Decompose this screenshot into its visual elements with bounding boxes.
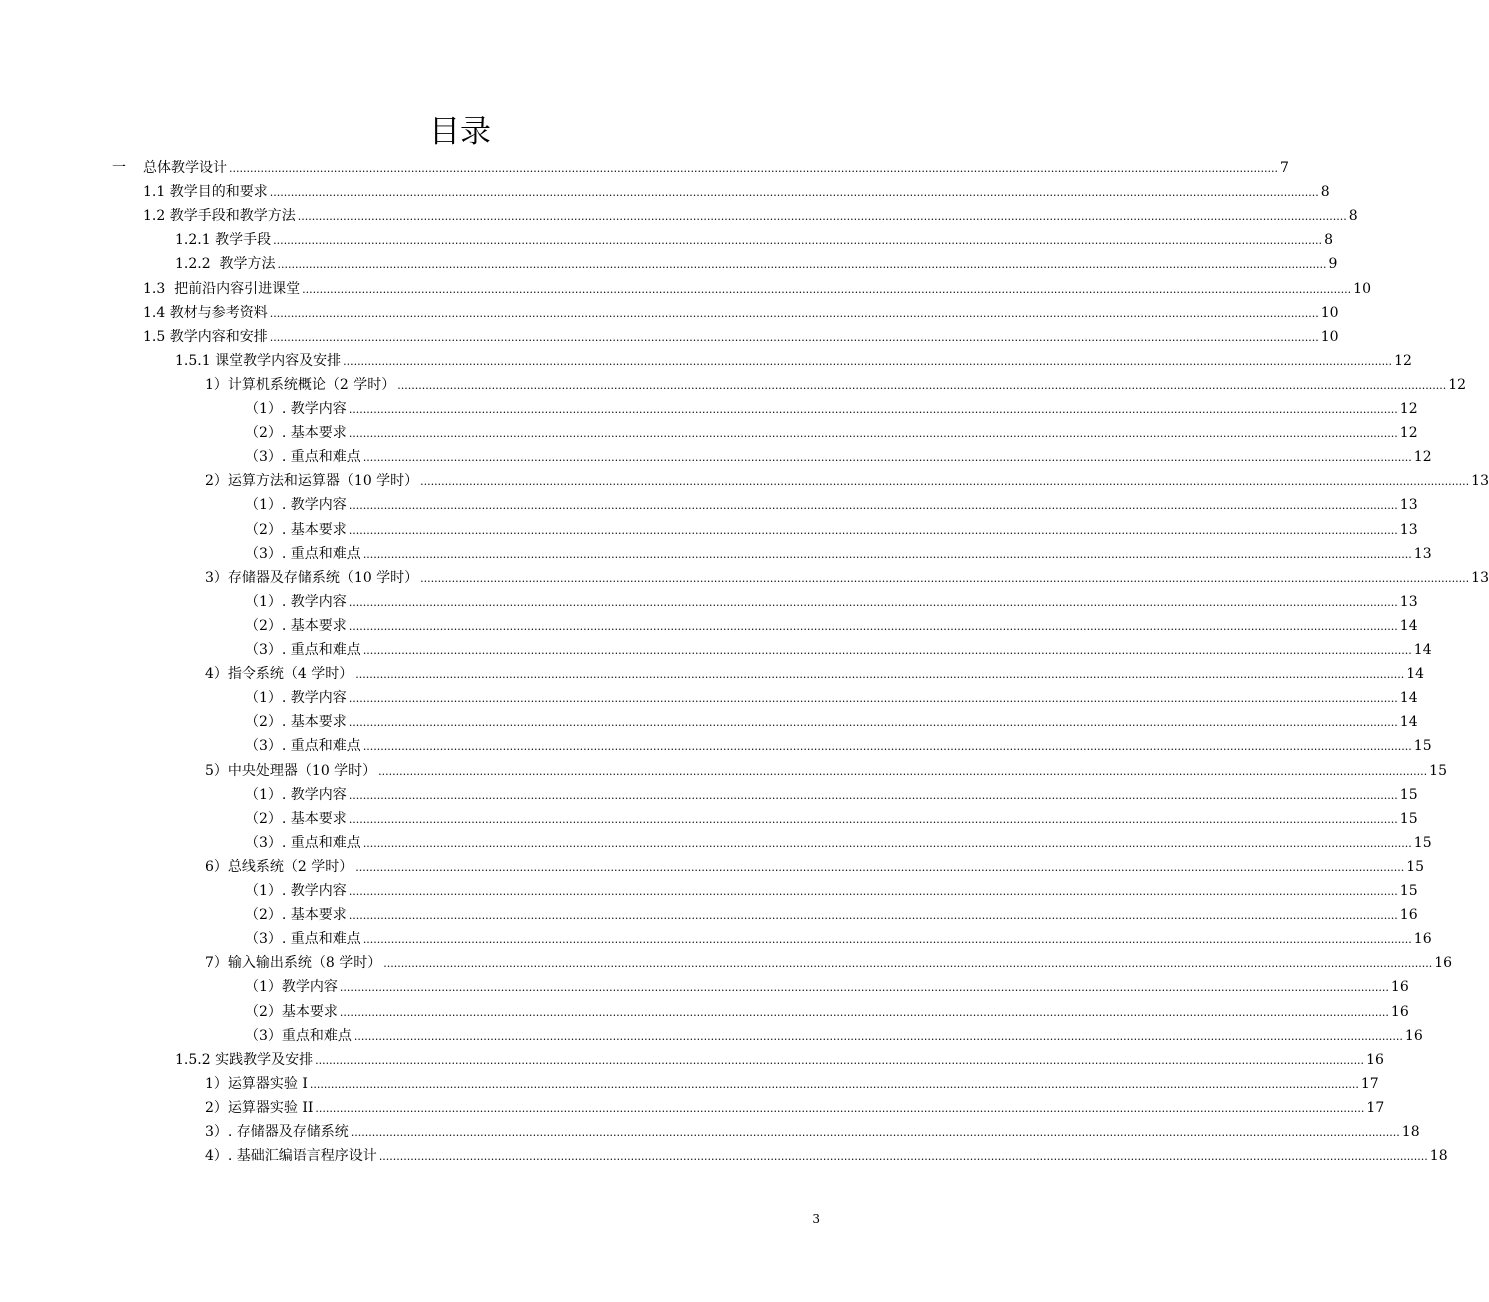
toc-entry[interactable]: [245, 397, 1418, 421]
toc-entry-page: 15: [1413, 834, 1432, 851]
toc-entry[interactable]: [245, 783, 1418, 807]
toc-entry-label: 1.3 把前沿内容引进课堂: [143, 280, 301, 297]
toc-entry[interactable]: [143, 204, 1358, 228]
toc-dot-leader: ............................................................................................................................................................................................................................................................................................................: [277, 258, 1327, 272]
toc-entry-label: 1.5 教学内容和安排: [143, 328, 268, 345]
toc-entry-page: 8: [1348, 208, 1358, 225]
toc-dot-leader: ............................................................................................................................................................................................................................................................................................................: [355, 668, 1405, 682]
toc-entry-label: （1）. 教学内容: [245, 497, 347, 514]
toc-entry[interactable]: [175, 1048, 1384, 1072]
toc-entry-page: 13: [1399, 521, 1418, 538]
toc-entry-page: 7: [1279, 160, 1289, 176]
toc-entry-page: 18: [1401, 1124, 1420, 1140]
toc-dot-leader: ............................................................................................................................................................................................................................................................................................................: [362, 547, 1412, 561]
toc-entry-label: （3）. 重点和难点: [245, 545, 361, 562]
toc-entry-page: 16: [1399, 907, 1418, 924]
toc-dot-leader: ............................................................................................................................................................................................................................................................................................................: [339, 1005, 1389, 1019]
toc-entry-page: 17: [1366, 1099, 1385, 1116]
toc-entry[interactable]: [205, 951, 1453, 975]
toc-entry-page: 15: [1399, 810, 1418, 827]
toc-entry-page: 17: [1360, 1075, 1379, 1092]
toc-dot-leader: ............................................................................................................................................................................................................................................................................................................: [269, 306, 1319, 320]
toc-entry-label: 7）输入输出系统（8 学时）: [205, 955, 382, 972]
toc-entry-label: 1.5.2 实践教学及安排: [175, 1051, 314, 1068]
toc-entry-label: 2）运算器实验 II: [205, 1099, 314, 1116]
toc-entry[interactable]: [143, 180, 1330, 204]
toc-entry-page: 14: [1399, 714, 1418, 731]
toc-entry-page: 18: [1429, 1148, 1448, 1165]
toc-dot-leader: ............................................................................................................................................................................................................................................................................................................: [315, 1053, 1365, 1067]
toc-entry-page: 10: [1320, 304, 1339, 321]
toc-entry-page: 15: [1413, 738, 1432, 755]
toc-entry-label: 4）指令系统（4 学时）: [205, 666, 354, 683]
toc-dot-leader: ............................................................................................................................................................................................................................................................................................................: [302, 282, 1352, 296]
toc-dot-leader: ............................................................................................................................................................................................................................................................................................................: [348, 692, 1398, 706]
toc-entry[interactable]: [245, 445, 1432, 469]
toc-entry-label: （3）. 重点和难点: [245, 834, 361, 851]
toc-entry-label: （2）. 基本要求: [245, 425, 347, 442]
toc-entry-page: 13: [1471, 473, 1489, 490]
toc-entry-label: 1）计算机系统概论（2 学时）: [205, 376, 396, 393]
toc-dot-leader: ............................................................................................................................................................................................................................................................................................................: [348, 788, 1398, 802]
toc-entry[interactable]: [175, 349, 1412, 373]
toc-dot-leader: ............................................................................................................................................................................................................................................................................................................: [348, 716, 1398, 730]
toc-entry-label: 1.5.1 课堂教学内容及安排: [175, 352, 342, 369]
toc-entry[interactable]: [143, 325, 1339, 349]
toc-entry-page: 14: [1399, 617, 1418, 634]
toc-entry[interactable]: [143, 277, 1371, 301]
toc-entry-page: 12: [1448, 376, 1467, 393]
toc-dot-leader: ............................................................................................................................................................................................................................................................................................................: [348, 499, 1398, 513]
toc-entry-page: 12: [1399, 401, 1418, 417]
toc-dot-leader: ............................................................................................................................................................................................................................................................................................................: [343, 354, 1393, 368]
toc-dot-leader: ............................................................................................................................................................................................................................................................................................................: [273, 234, 1323, 248]
toc-entry[interactable]: [245, 542, 1432, 566]
toc-title: 目录: [429, 114, 491, 150]
toc-dot-leader: ............................................................................................................................................................................................................................................................................................................: [353, 1029, 1403, 1043]
toc-entry[interactable]: [245, 518, 1418, 542]
toc-dot-leader: ............................................................................................................................................................................................................................................................................................................: [348, 427, 1398, 441]
toc-entry-page: 14: [1413, 642, 1432, 658]
toc-dot-leader: ............................................................................................................................................................................................................................................................................................................: [378, 764, 1428, 778]
toc-entry-page: 15: [1406, 858, 1425, 875]
toc-entry-page: 14: [1406, 666, 1425, 683]
toc-dot-leader: ............................................................................................................................................................................................................................................................................................................: [348, 523, 1398, 537]
toc-entry-label: （1）. 教学内容: [245, 401, 347, 417]
toc-dot-leader: ............................................................................................................................................................................................................................................................................................................: [339, 981, 1389, 995]
toc-entry-label: 4）. 基础汇编语言程序设计: [205, 1148, 377, 1165]
toc-dot-leader: ............................................................................................................................................................................................................................................................................................................: [350, 1126, 1400, 1139]
toc-dot-leader: ............................................................................................................................................................................................................................................................................................................: [383, 957, 1433, 971]
toc-entry[interactable]: [245, 927, 1432, 951]
toc-entry-label: 3）. 存储器及存储系统: [205, 1124, 349, 1140]
toc-entry-label: （3）. 重点和难点: [245, 931, 361, 948]
toc-dot-leader: ............................................................................................................................................................................................................................................................................................................: [348, 403, 1398, 416]
toc-entry-label: 1.2 教学手段和教学方法: [143, 208, 296, 225]
toc-dot-leader: ............................................................................................................................................................................................................................................................................................................: [229, 162, 1278, 175]
toc-dot-leader: ............................................................................................................................................................................................................................................................................................................: [397, 378, 1447, 392]
toc-entry[interactable]: [245, 734, 1432, 758]
toc-prefix: 一: [112, 160, 126, 176]
toc-entry[interactable]: [205, 1072, 1379, 1096]
toc-dot-leader: ............................................................................................................................................................................................................................................................................................................: [378, 1150, 1428, 1164]
toc-entry-label: （2）. 基本要求: [245, 617, 347, 634]
toc-dot-leader: ............................................................................................................................................................................................................................................................................................................: [269, 330, 1319, 344]
toc-entry[interactable]: [245, 638, 1432, 662]
toc-entry-label: （2）基本要求: [245, 1003, 338, 1020]
toc-dot-leader: ............................................................................................................................................................................................................................................................................................................: [362, 451, 1412, 465]
toc-entry[interactable]: [245, 879, 1418, 903]
toc-entry-label: 1.2.1 教学手段: [175, 232, 272, 249]
toc-entry-label: （1）. 教学内容: [245, 883, 347, 899]
toc-dot-leader: ............................................................................................................................................................................................................................................................................................................: [348, 909, 1398, 923]
toc-entry-page: 16: [1366, 1051, 1384, 1068]
toc-dot-leader: ............................................................................................................................................................................................................................................................................................................: [362, 644, 1412, 657]
toc-entry-label: （2）. 基本要求: [245, 810, 347, 827]
toc-entry[interactable]: [245, 590, 1418, 614]
toc-entry-label: （1）. 教学内容: [245, 786, 347, 803]
toc-entry[interactable]: [245, 807, 1418, 831]
toc-entry-page: 16: [1413, 931, 1432, 948]
toc-entry[interactable]: [245, 614, 1418, 638]
toc-entry-label: 1.2.2 教学方法: [175, 256, 276, 273]
toc-entry-label: 1.1 教学目的和要求: [143, 184, 268, 201]
toc-dot-leader: ............................................................................................................................................................................................................................................................................................................: [348, 885, 1398, 898]
toc-entry-page: 13: [1413, 545, 1432, 562]
toc-dot-leader: ............................................................................................................................................................................................................................................................................................................: [362, 740, 1412, 754]
toc-entry[interactable]: [205, 759, 1447, 783]
toc-entry-label: 6）总线系统（2 学时）: [205, 858, 354, 875]
toc-entry-label: （2）. 基本要求: [245, 714, 347, 731]
toc-entry-page: 12: [1399, 425, 1418, 442]
toc-entry-page: 14: [1399, 690, 1418, 707]
toc-dot-leader: ............................................................................................................................................................................................................................................................................................................: [348, 812, 1398, 826]
toc-dot-leader: ............................................................................................................................................................................................................................................................................................................: [269, 186, 1319, 200]
toc-entry-page: 8: [1320, 184, 1330, 201]
toc-entry[interactable]: [205, 566, 1489, 590]
toc-dot-leader: ............................................................................................................................................................................................................................................................................................................: [309, 1077, 1359, 1091]
toc-entry-page: 16: [1390, 1003, 1409, 1020]
toc-entry-label: （3）. 重点和难点: [245, 642, 361, 658]
page-number: 3: [812, 1212, 820, 1226]
toc-entry-label: （2）. 基本要求: [245, 907, 347, 924]
toc-entry-label: （3）. 重点和难点: [245, 738, 361, 755]
toc-entry-label: 总体教学设计: [143, 160, 227, 176]
toc-entry[interactable]: [245, 710, 1418, 734]
toc-dot-leader: ............................................................................................................................................................................................................................................................................................................: [362, 836, 1412, 850]
toc-entry[interactable]: [175, 252, 1338, 276]
toc-entry-label: 1）运算器实验 I: [205, 1075, 308, 1092]
toc-entry-label: 1.4 教材与参考资料: [143, 304, 268, 321]
toc-entry-page: 9: [1328, 256, 1338, 273]
toc-entry-page: 12: [1413, 449, 1432, 466]
toc-entry-page: 13: [1399, 593, 1418, 610]
toc-dot-leader: ............................................................................................................................................................................................................................................................................................................: [362, 933, 1412, 947]
toc-entry-label: 3）存储器及存储系统（10 学时）: [205, 569, 419, 586]
toc-entry[interactable]: [245, 975, 1409, 999]
toc-entry-page: 10: [1320, 328, 1339, 345]
toc-entry[interactable]: [245, 831, 1432, 855]
toc-entry-page: 8: [1324, 232, 1333, 249]
toc-dot-leader: ............................................................................................................................................................................................................................................................................................................: [315, 1101, 1365, 1115]
toc-dot-leader: ............................................................................................................................................................................................................................................................................................................: [420, 571, 1470, 585]
toc-entry-label: （1）. 教学内容: [245, 593, 347, 610]
toc-entry[interactable]: [205, 469, 1489, 493]
toc-entry-label: （3）. 重点和难点: [245, 449, 361, 466]
toc-entry-label: 5）中央处理器（10 学时）: [205, 762, 377, 779]
toc-entry[interactable]: [245, 1024, 1423, 1048]
toc-entry[interactable]: [205, 1120, 1420, 1144]
toc-entry-label: （3）重点和难点: [245, 1027, 352, 1044]
toc-entry-page: 13: [1399, 497, 1418, 514]
toc-entry[interactable]: [245, 903, 1418, 927]
toc-entry[interactable]: [245, 493, 1418, 517]
toc-dot-leader: ............................................................................................................................................................................................................................................................................................................: [348, 619, 1398, 633]
toc-entry-page: 13: [1471, 569, 1489, 586]
toc-entry-label: 2）运算方法和运算器（10 学时）: [205, 473, 419, 490]
toc-dot-leader: ............................................................................................................................................................................................................................................................................................................: [355, 860, 1405, 874]
toc-entry-label: （1）. 教学内容: [245, 690, 347, 707]
toc-entry-page: 15: [1399, 883, 1418, 899]
toc-entry[interactable]: [245, 686, 1418, 710]
toc-entry[interactable]: [205, 662, 1425, 686]
toc-entry[interactable]: [245, 1000, 1409, 1024]
toc-entry[interactable]: [175, 228, 1333, 252]
toc-entry-page: 16: [1404, 1027, 1423, 1044]
toc-entry[interactable]: [205, 373, 1467, 397]
toc-entry-page: 16: [1390, 979, 1409, 996]
toc-entry-page: 16: [1434, 955, 1453, 972]
toc-entry[interactable]: [205, 1144, 1448, 1168]
toc-entry[interactable]: [205, 1096, 1385, 1120]
toc-entry[interactable]: [205, 855, 1425, 879]
toc-entry-page: 12: [1394, 352, 1412, 369]
toc-entry-page: 15: [1429, 762, 1447, 779]
toc-entry-page: 15: [1399, 786, 1418, 803]
toc-entry-page: 10: [1353, 280, 1371, 297]
toc-entry[interactable]: [245, 421, 1418, 445]
toc-entry-label: （1）教学内容: [245, 979, 338, 996]
toc-dot-leader: ............................................................................................................................................................................................................................................................................................................: [420, 475, 1470, 489]
toc-entry-label: （2）. 基本要求: [245, 521, 347, 538]
toc-entry[interactable]: [143, 301, 1339, 325]
toc-dot-leader: ............................................................................................................................................................................................................................................................................................................: [348, 595, 1398, 609]
toc-dot-leader: ............................................................................................................................................................................................................................................................................................................: [297, 210, 1347, 224]
toc-entry[interactable]: [143, 156, 1289, 180]
